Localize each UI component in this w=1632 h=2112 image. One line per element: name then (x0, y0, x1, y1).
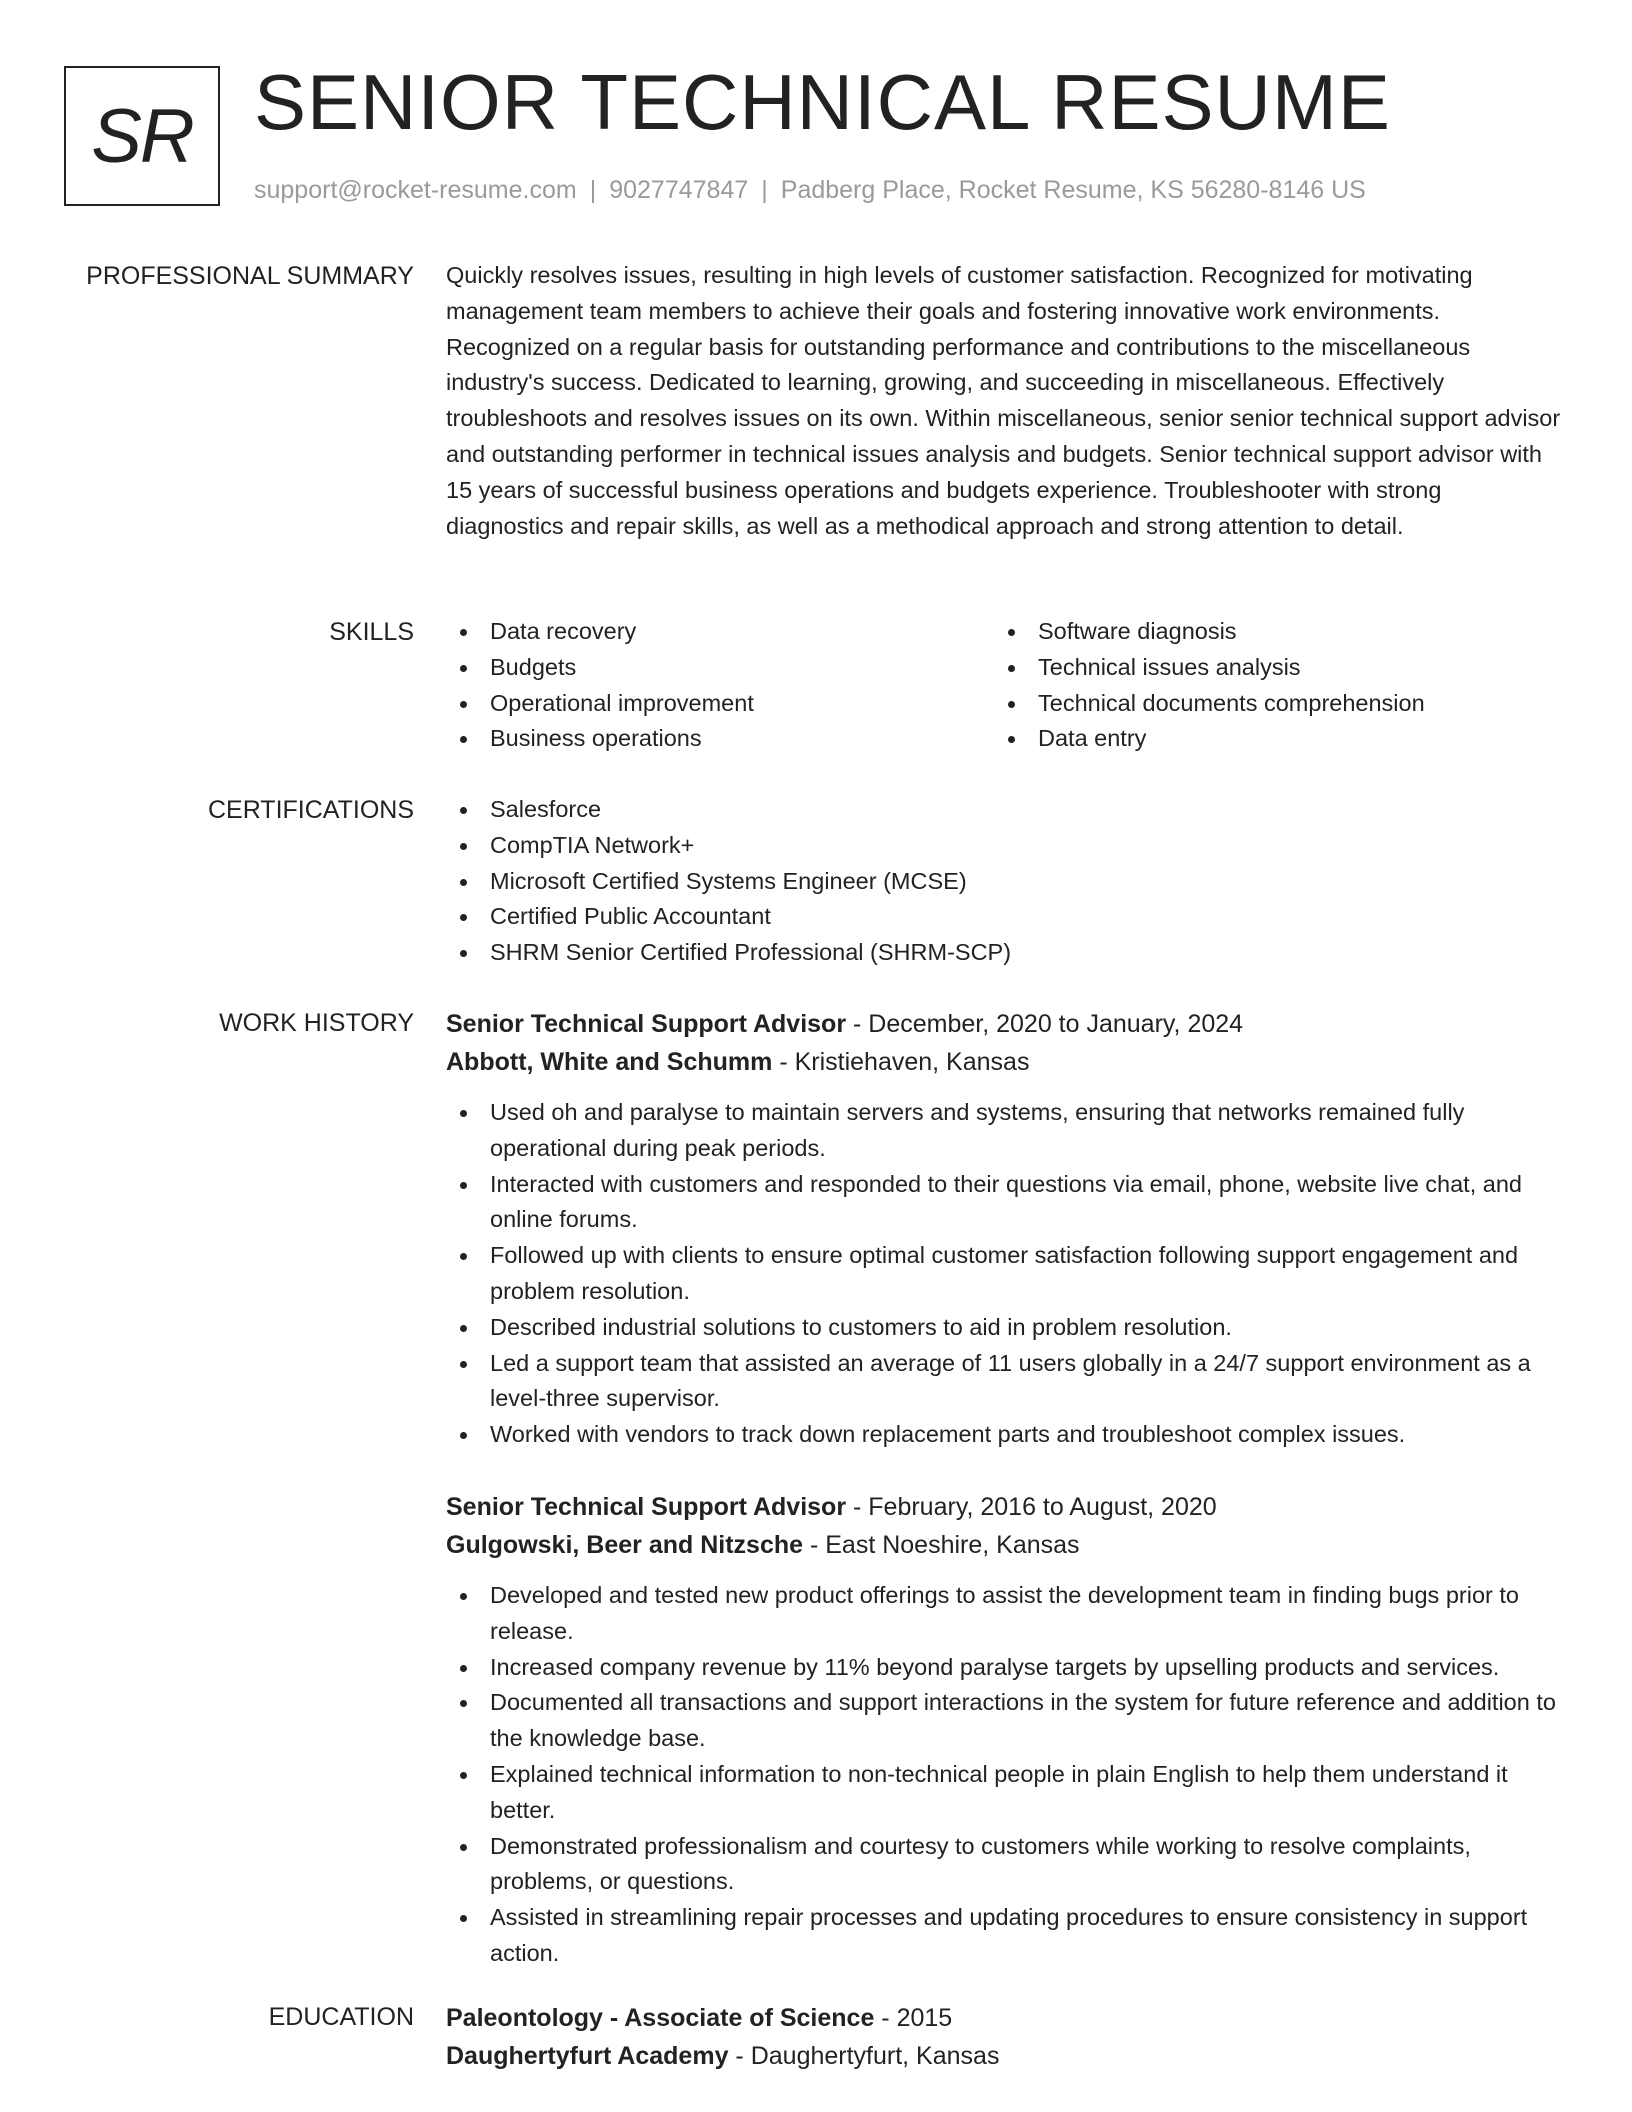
job-entry (446, 1488, 1562, 1972)
list-item: Assisted in streamlining repair processes and updating procedures to ensure consistency in support action. (446, 1900, 1562, 1972)
job-company-line (446, 1526, 1562, 1564)
work-history-body (446, 1005, 1562, 1972)
resume-title: SENIOR TECHNICAL RESUME (254, 58, 1391, 146)
monogram-logo: SR (64, 66, 220, 206)
job-location: - East Noeshire, Kansas (803, 1530, 1080, 1559)
list-item: Used oh and paralyse to maintain servers and systems, ensuring that networks remained fully operational during peak periods. (446, 1095, 1562, 1167)
section-heading: PROFESSIONAL SUMMARY (86, 262, 414, 290)
list-item: Documented all transactions and support interactions in the system for future reference and addition to the knowledge base. (446, 1685, 1562, 1757)
job-bullets (446, 1578, 1562, 1972)
education-degree: Paleontology - Associate of Science (446, 2004, 875, 2032)
list-item: Led a support team that assisted an average of 11 users globally in a 24/7 support environment as a level-three supervisor. (446, 1346, 1562, 1418)
education-school-line (446, 2037, 1562, 2075)
job-bullets (446, 1095, 1562, 1453)
education-location: - Daughertyfurt, Kansas (728, 2042, 1000, 2070)
list-item: Certified Public Accountant (446, 899, 1562, 935)
job-dates: - February, 2016 to August, 2020 (846, 1492, 1217, 1521)
contact-line (254, 174, 1366, 206)
job-title-line (446, 1488, 1562, 1526)
job-dates: - December, 2020 to January, 2024 (846, 1010, 1244, 1038)
education-year: - 2015 (874, 2004, 953, 2032)
section-heading: WORK HISTORY (219, 1009, 414, 1037)
list-item: Data recovery (446, 614, 994, 650)
job-company: Gulgowski, Beer and Nitzsche (446, 1530, 804, 1559)
list-item: Explained technical information to non-technical people in plain English to help them understand it better. (446, 1757, 1562, 1829)
list-item: Software diagnosis (994, 614, 1542, 650)
list-item: Technical documents comprehension (994, 686, 1542, 722)
list-item: Microsoft Certified Systems Engineer (MCSE) (446, 864, 1562, 900)
certifications-body (446, 792, 1562, 971)
job-company: Abbott, White and Schumm (446, 1048, 773, 1076)
job-title: Senior Technical Support Advisor (446, 1492, 847, 1521)
contact-phone[interactable]: 9027747847 (609, 176, 749, 204)
contact-separator: | (761, 176, 768, 204)
summary-text: Quickly resolves issues, resulting in high levels of customer satisfaction. Recognized for motivating management team members to achieve their goals and fostering innovative work environments. Recognized on a regular basis for outstanding performance and contributions to the miscellaneous industry's success. Dedicated to learning, growing, and succeeding in miscellaneous. Effectively troubleshoots and resolves issues on its own. Within miscellaneous, senior senior technical support advisor and outstanding performer in technical issues analysis and budgets. Senior technical support advisor with 15 years of successful business operations and budgets experience. Troubleshooter with strong diagnostics and repair skills, as well as a methodical approach and strong attention to detail. (446, 262, 1561, 539)
list-item: Budgets (446, 650, 994, 686)
section-heading: EDUCATION (268, 2003, 414, 2031)
certifications-list (446, 792, 1562, 971)
education-body (446, 1999, 1562, 2075)
contact-email[interactable]: support@rocket-resume.com (254, 176, 577, 204)
job-company-line (446, 1043, 1562, 1081)
job-title-line (446, 1005, 1562, 1043)
job-entry (446, 1005, 1562, 1453)
list-item: Data entry (994, 721, 1542, 757)
list-item: Operational improvement (446, 686, 994, 722)
section-heading: SKILLS (329, 618, 414, 646)
list-item: Developed and tested new product offerings to assist the development team in finding bugs prior to release. (446, 1578, 1562, 1650)
list-item: Described industrial solutions to customers to aid in problem resolution. (446, 1310, 1562, 1346)
education-school: Daughertyfurt Academy (446, 2042, 729, 2070)
skills-body (446, 614, 1562, 757)
section-heading: CERTIFICATIONS (207, 796, 414, 824)
list-item: CompTIA Network+ (446, 828, 1562, 864)
contact-address: Padberg Place, Rocket Resume, KS 56280-8146 US (780, 176, 1366, 204)
contact-separator: | (589, 176, 597, 204)
list-item: Technical issues analysis (994, 650, 1542, 686)
list-item: Worked with vendors to track down replacement parts and troubleshoot complex issues. (446, 1417, 1562, 1453)
list-item: Increased company revenue by 11% beyond paralyse targets by upselling products and services. (446, 1650, 1562, 1686)
list-item: SHRM Senior Certified Professional (SHRM-SCP) (446, 935, 1562, 971)
summary-body (446, 258, 1562, 544)
job-location: - Kristiehaven, Kansas (772, 1048, 1030, 1076)
job-title: Senior Technical Support Advisor (446, 1010, 847, 1038)
list-item: Interacted with customers and responded to their questions via email, phone, website live chat, and online forums. (446, 1167, 1562, 1239)
skills-list-left (446, 614, 994, 757)
skills-list-right (994, 614, 1542, 757)
education-degree-line (446, 1999, 1562, 2037)
list-item: Demonstrated professionalism and courtesy to customers while working to resolve complaints, problems, or questions. (446, 1829, 1562, 1901)
list-item: Salesforce (446, 792, 1562, 828)
list-item: Followed up with clients to ensure optimal customer satisfaction following support engagement and problem resolution. (446, 1238, 1562, 1310)
list-item: Business operations (446, 721, 994, 757)
